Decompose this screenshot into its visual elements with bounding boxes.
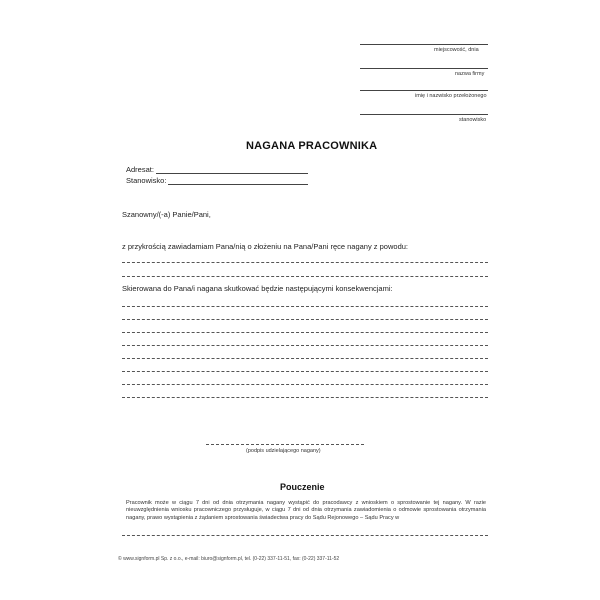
intro-text: z przykrością zawiadamiam Pana/nią o złożeniu na Pana/Pani ręce nagany z powodu: <box>122 242 408 251</box>
notice-text: Pracownik może w ciągu 7 dni od dnia otrzymania nagany wystąpić do pracodawcy z wnioskiem o sprostowanie tej nagany. W razie nieuwzględnienia wniosku pracowniczego przysługuje, w ciągu 7 dni od dnia otrzymania zawiadomienia o odmowie sprostowania otrzymania nagany, prawo wystąpienia z żądaniem sprostowania świadectwa pracy do Sądu Rejonowego – Sądu Pracy w <box>126 500 486 521</box>
consequence-line[interactable] <box>122 384 488 385</box>
reason-line[interactable] <box>122 276 488 277</box>
supervisor-name-line[interactable] <box>360 90 488 91</box>
stanowisko-label: Stanowisko: <box>126 176 167 185</box>
stanowisko-line[interactable] <box>168 184 308 185</box>
company-name-label: nazwa firmy <box>455 71 485 77</box>
adresat-label: Adresat: <box>126 165 154 174</box>
consequence-line[interactable] <box>122 306 488 307</box>
consequence-line[interactable] <box>122 358 488 359</box>
signature-line[interactable] <box>206 444 364 445</box>
notice-court-line[interactable] <box>122 535 488 536</box>
reason-line[interactable] <box>122 262 488 263</box>
salutation: Szanowny/(-a) Panie/Pani, <box>122 210 211 219</box>
document-title: NAGANA PRACOWNIKA <box>246 140 378 152</box>
document-page <box>108 20 494 580</box>
company-name-line[interactable] <box>360 68 488 69</box>
consequences-text: Skierowana do Pana/i nagana skutkować będzie następującymi konsekwencjami: <box>122 284 393 293</box>
footer-credits: © www.signform.pl Sp. z o.o., e-mail: biuro@signform.pl, tel. (0-22) 337-11-51, fax: (0-22) 337-11-52 <box>118 556 340 562</box>
place-date-line[interactable] <box>360 44 488 45</box>
notice-title: Pouczenie <box>280 482 325 492</box>
position-line[interactable] <box>360 114 488 115</box>
position-label: stanowisko <box>459 117 487 123</box>
adresat-line[interactable] <box>156 173 308 174</box>
consequence-line[interactable] <box>122 332 488 333</box>
signature-label: (podpis udzielającego nagany) <box>246 448 321 454</box>
place-date-label: miejscowość, dnia <box>434 47 479 53</box>
consequence-line[interactable] <box>122 397 488 398</box>
consequence-line[interactable] <box>122 371 488 372</box>
consequence-line[interactable] <box>122 345 488 346</box>
supervisor-name-label: imię i nazwisko przełożonego <box>415 93 487 99</box>
consequence-line[interactable] <box>122 319 488 320</box>
